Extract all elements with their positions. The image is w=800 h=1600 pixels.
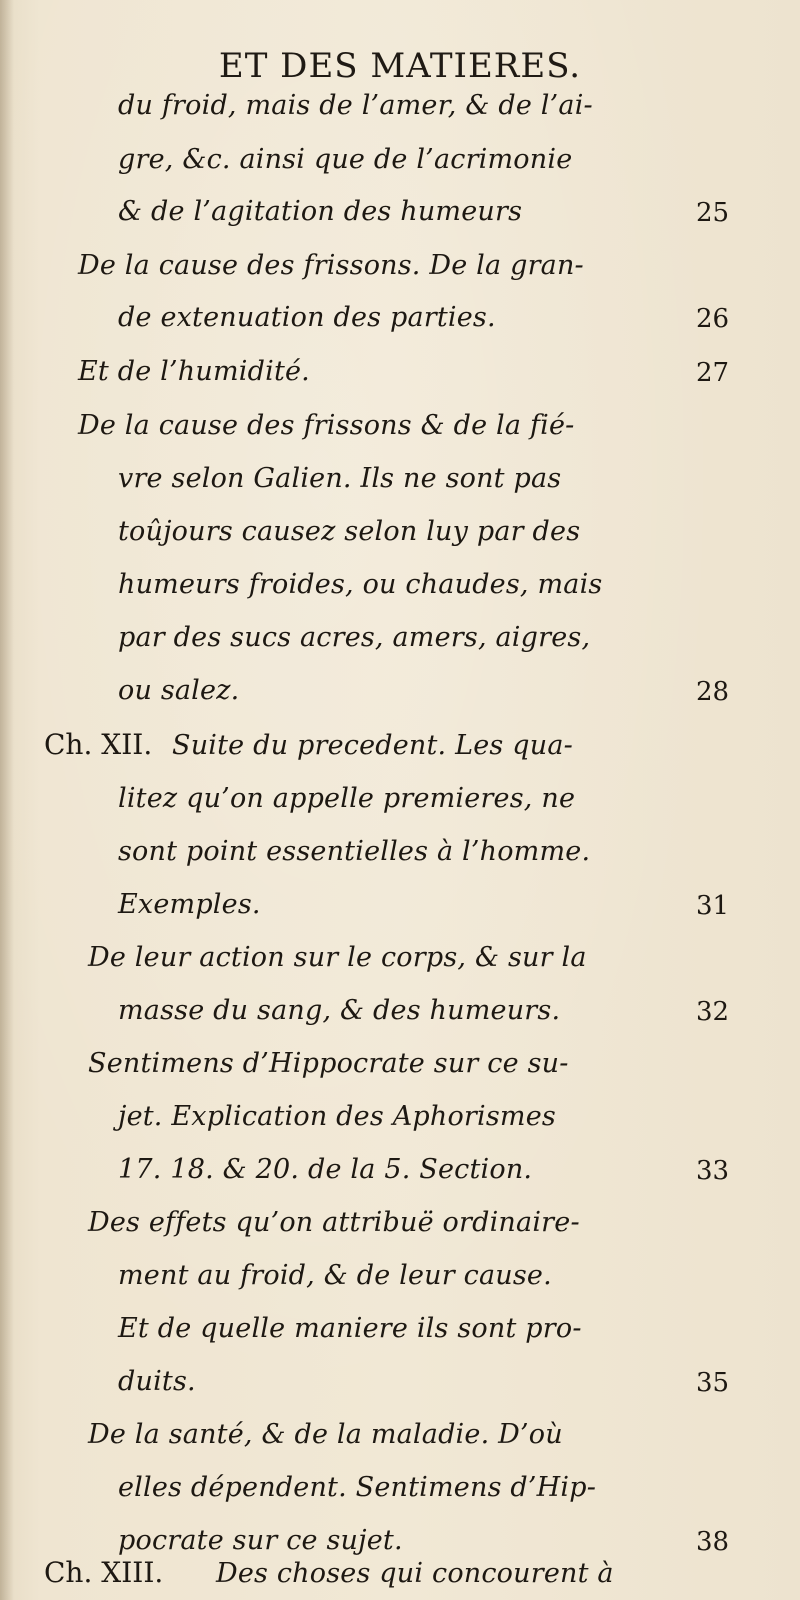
entry-line: 17. 18. & 20. de la 5. Section. bbox=[118, 1154, 533, 1185]
entry-line: vre selon Galien. Ils ne sont pas bbox=[118, 463, 562, 494]
entry-line: De la cause des frissons. De la gran- bbox=[78, 250, 584, 281]
entry-line: jet. Explication des Aphorismes bbox=[118, 1101, 556, 1132]
entry-line: Des choses qui concourent à bbox=[216, 1558, 614, 1589]
page-number: 35 bbox=[696, 1368, 730, 1398]
entry-line: pocrate sur ce sujet. bbox=[118, 1525, 403, 1556]
entry-line: sont point essentielles à l’homme. bbox=[118, 836, 591, 867]
entry-line: gre, &c. ainsi que de l’acrimonie bbox=[118, 144, 573, 175]
entry-line: Suite du precedent. Les qua- bbox=[172, 730, 573, 761]
entry-line: par des sucs acres, amers, aigres, bbox=[118, 622, 591, 653]
entry-line: ou salez. bbox=[118, 675, 240, 706]
entry-line: Des effets qu’on attribuë ordinaire- bbox=[88, 1207, 580, 1238]
entry-line: humeurs froides, ou chaudes, mais bbox=[118, 569, 603, 600]
page-number: 26 bbox=[696, 304, 730, 334]
entry-line: du froid, mais de l’amer, & de l’ai- bbox=[118, 90, 593, 121]
page-number: 28 bbox=[696, 677, 730, 707]
entry-line: De la cause des frissons & de la fié- bbox=[78, 410, 575, 441]
entry-line: De leur action sur le corps, & sur la bbox=[88, 942, 587, 973]
running-head: ET DES MATIERES. bbox=[218, 46, 582, 86]
page-number: 38 bbox=[696, 1527, 730, 1557]
entry-line: duits. bbox=[118, 1366, 196, 1397]
gutter-shadow bbox=[0, 0, 14, 1600]
page-number: 25 bbox=[696, 198, 730, 228]
page-number: 32 bbox=[696, 997, 730, 1027]
chapter-label: Ch. XIII. bbox=[44, 1556, 164, 1589]
entry-line: Et de quelle maniere ils sont pro- bbox=[118, 1313, 582, 1344]
page-number: 33 bbox=[696, 1156, 730, 1186]
chapter-label: Ch. XII. bbox=[44, 728, 153, 761]
entry-line: elles dépendent. Sentimens d’Hip- bbox=[118, 1472, 597, 1503]
entry-line: Sentimens d’Hippocrate sur ce su- bbox=[88, 1048, 569, 1079]
page-number: 27 bbox=[696, 358, 730, 388]
entry-line: toûjours causez selon luy par des bbox=[118, 516, 581, 547]
entry-line: litez qu’on appelle premieres, ne bbox=[118, 783, 576, 814]
entry-line: Et de l’humidité. bbox=[78, 356, 310, 387]
entry-line: ment au froid, & de leur cause. bbox=[118, 1260, 552, 1291]
entry-line: & de l’agitation des humeurs bbox=[118, 196, 523, 227]
entry-line: masse du sang, & des humeurs. bbox=[118, 995, 561, 1026]
entry-line: De la santé, & de la maladie. D’où bbox=[88, 1419, 563, 1450]
entry-line: de extenuation des parties. bbox=[118, 302, 496, 333]
page-number: 31 bbox=[696, 891, 730, 921]
entry-line: Exemples. bbox=[118, 889, 261, 920]
